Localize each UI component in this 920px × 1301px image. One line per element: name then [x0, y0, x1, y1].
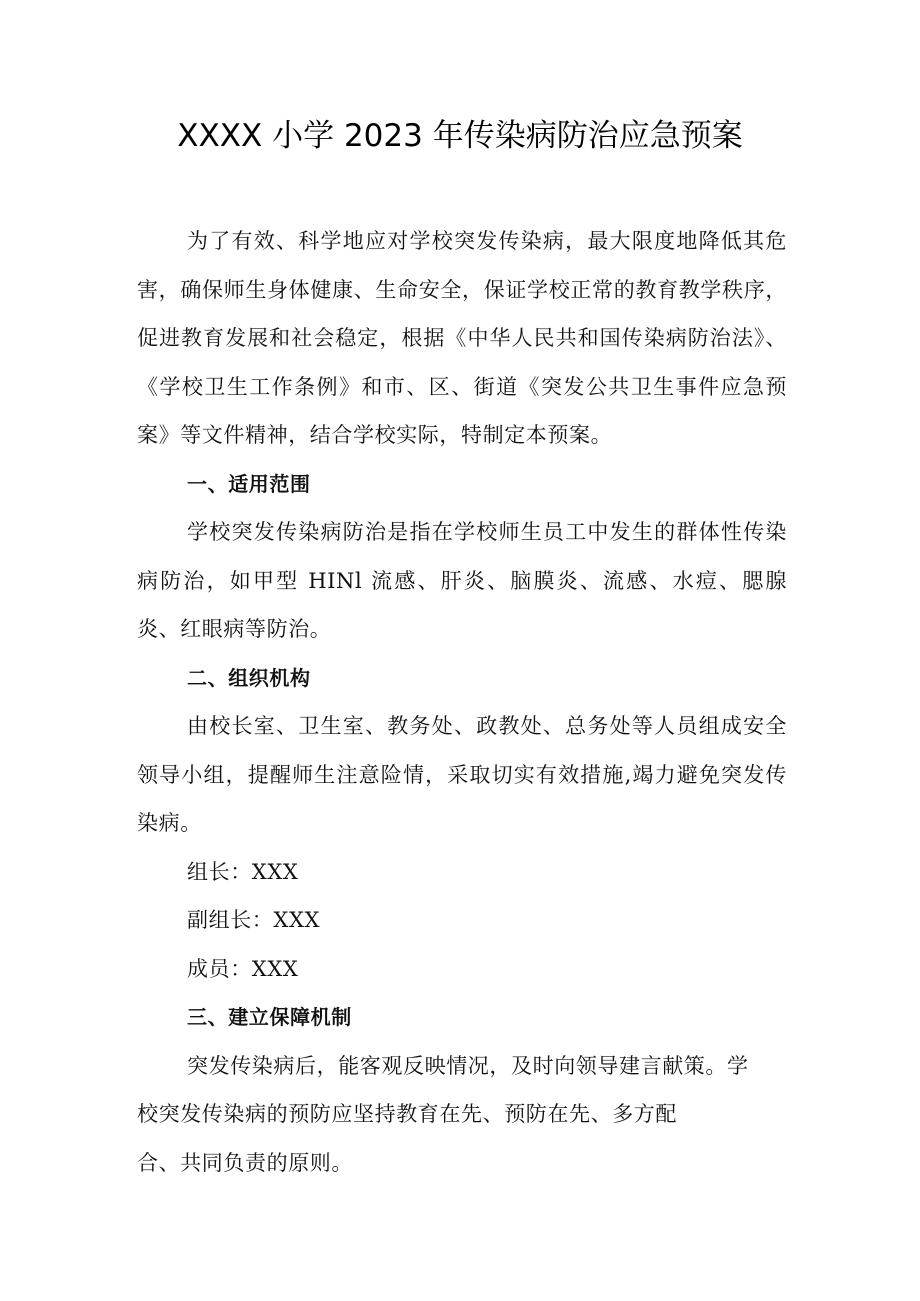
document-title: XXXX 小学 2023 年传染病防治应急预案: [177, 118, 743, 154]
section-heading-guarantee: 三、建立保障机制: [187, 1005, 352, 1029]
guarantee-line-2: 校突发传染病的预防应坚持教育在先、预防在先、多方配: [137, 1102, 677, 1126]
member-leader: 组长：XXX: [187, 859, 299, 884]
section-text-guarantee: [137, 1042, 787, 1188]
guarantee-line-1: 突发传染病后，能客观反映情况，及时向领导建言献策。学: [187, 1053, 749, 1078]
member-deputy-leader: 副组长：XXX: [187, 908, 321, 932]
intro-paragraph: 为了有效、科学地应对学校突发传染病，最大限度地降低其危害，确保师生身体健康、生命安全，保证学校正常的教育教学秩序，促进教育发展和社会稳定，根据《中华人民共和国传染病防治法》、《学校卫生工作条例》和市、区、街道《突发公共卫生事件应急预案》等文件精神，结合学校实际，特制定本预案。: [137, 229, 787, 447]
document-body: [137, 217, 787, 1187]
section-text-scope: 学校突发传染病防治是指在学校师生员工中发生的群体性传染病防治，如甲型 HINl 流感、肝炎、脑膜炎、流感、水痘、腮腺炎、红眼病等防治。: [137, 520, 787, 641]
section-heading-organization: 二、组织机构: [187, 665, 311, 690]
guarantee-line-3: 合、共同负责的原则。: [137, 1150, 353, 1175]
member-members: 成员：XXX: [187, 956, 299, 981]
section-heading-scope: 一、适用范围: [187, 471, 311, 496]
section-text-organization: 由校长室、卫生室、教务处、政教处、总务处等人员组成安全领导小组，提醒师生注意险情，采取切实有效措施,竭力避免突发传染病。: [137, 714, 787, 835]
